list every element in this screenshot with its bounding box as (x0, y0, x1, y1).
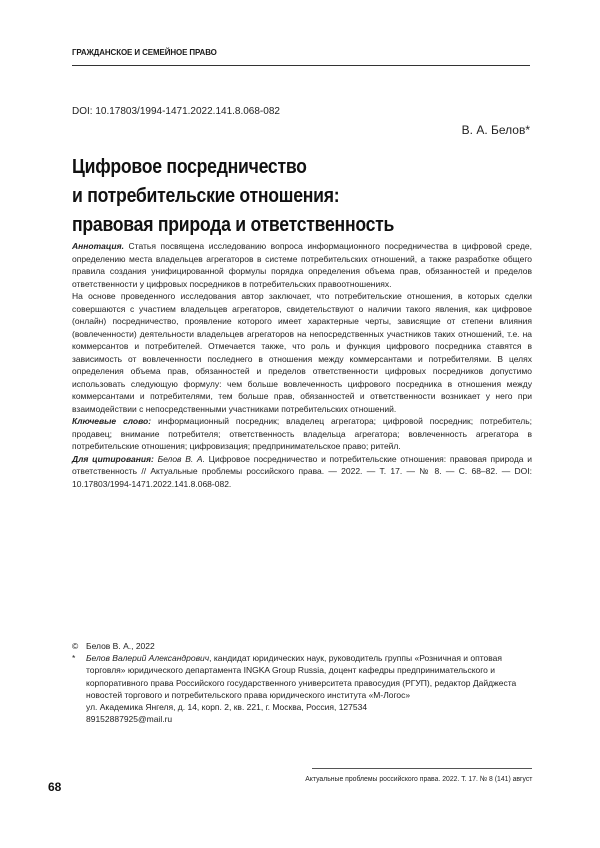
author-affiliation: , кандидат юридических наук, руководитель группы «Розничная и оптовая торговля» юридического департамента INGKA Group Russia, доцент кафедры предпринимательского и корпоративного права Российского государственного университета правосудия (РГУП), редактор Дайджеста новостей торгового и потребительского права юридического института «М-Логос» (86, 653, 517, 700)
keywords (72, 415, 532, 453)
abstract-paragraph-1 (72, 240, 532, 290)
footer-journal: Актуальные проблемы российского права. 2022. Т. 17. № 8 (141) август (304, 774, 532, 783)
citation-author: Белов В. А. (157, 453, 205, 464)
author-note-text (86, 652, 532, 725)
title-line-1: Цифровое посредничество (72, 155, 307, 178)
copyright-mark: © (72, 641, 79, 651)
page-number: 68 (48, 780, 62, 794)
abstract-paragraph-2 (72, 290, 532, 415)
footer-divider (312, 768, 532, 769)
abstract-text-2: На основе проведенного исследования автор заключает, что потребительские отношения, в которых сделки совершаются с участием владельцев агрегаторов, свидетельствуют о наличии такого явления, как цифровое (онлайн) посредничество, проявление которого имеет характерные черты, зависящие от степени влияния (вовлеченности) деятельности владельцев агрегаторов на непосредственных участников таких отношений, т.е. на коммерсантов и потребителей. Отмечается также, что роль и функция цифрового посредника ставятся в зависимость от вовлеченности последнего в отношения между коммерсантами и потребителями. В целях определения объема прав, обязанностей и пределов ответственности цифровых посредников допустимо использовать следующую формулу: чем больше вовлеченность цифрового посредника в отношения между коммерсантами и потребителями, тем больше прав, обязанностей и ответственности возникает у него при взаимодействии с непосредственными участниками потребительских отношений. (72, 291, 532, 414)
abstract-label: Аннотация. (72, 241, 124, 251)
abstract-text-1: Статья посвящена исследованию вопроса информационного посредничества в цифровой среде, определению места владельцев агрегаторов в системе потребительских отношений, а также разработке общего правила создания унифицированной формулы порядка определения объема прав, обязанностей и пределов ответственности у цифровых посредников в потребительских правоотношениях. (72, 241, 532, 289)
copyright-note (72, 640, 532, 652)
author-full-name: Белов Валерий Александрович (86, 653, 210, 664)
keywords-label: Ключевые слово: (72, 416, 152, 426)
abstract-block (72, 240, 532, 490)
author-note-mark: * (72, 653, 76, 664)
author-email: 89152887925@mail.ru (86, 714, 173, 725)
author-note (72, 652, 532, 725)
header-divider (72, 65, 530, 66)
author-address: ул. Академика Янгеля, д. 14, корп. 2, кв. 221, г. Москва, Россия, 127534 (86, 702, 368, 713)
footnotes (72, 640, 532, 725)
citation (72, 453, 532, 491)
citation-text: Цифровое посредничество и потребительские отношения: правовая природа и ответственность // Актуальные проблемы российского права. — 2022. — Т. 17. — № 8. — С. 68–82. — DOI: 10.17803/1994-1471.2022.141.8.068-082. (72, 453, 532, 489)
keywords-text: информационный посредник; владелец агрегатора; цифровой посредник; потребитель; продавец; внимание потребителя; ответственность владельца агрегатора; вовлеченность агрегатора в потребительские отношения; цифровизация; предпринимательское право; ритейл. (72, 416, 532, 451)
title-line-3: правовая природа и ответственность (72, 213, 395, 236)
copyright-text: Белов В. А., 2022 (86, 641, 155, 651)
section-header: ГРАЖДАНСКОЕ И СЕМЕЙНОЕ ПРАВО (72, 47, 217, 57)
doi: DOI: 10.17803/1994-1471.2022.141.8.068-082 (72, 106, 280, 117)
author-name: В. А. Белов* (461, 123, 530, 137)
title-line-2: и потребительские отношения: (72, 184, 340, 207)
citation-label: Для цитирования: (72, 453, 154, 464)
article-title (72, 152, 394, 239)
